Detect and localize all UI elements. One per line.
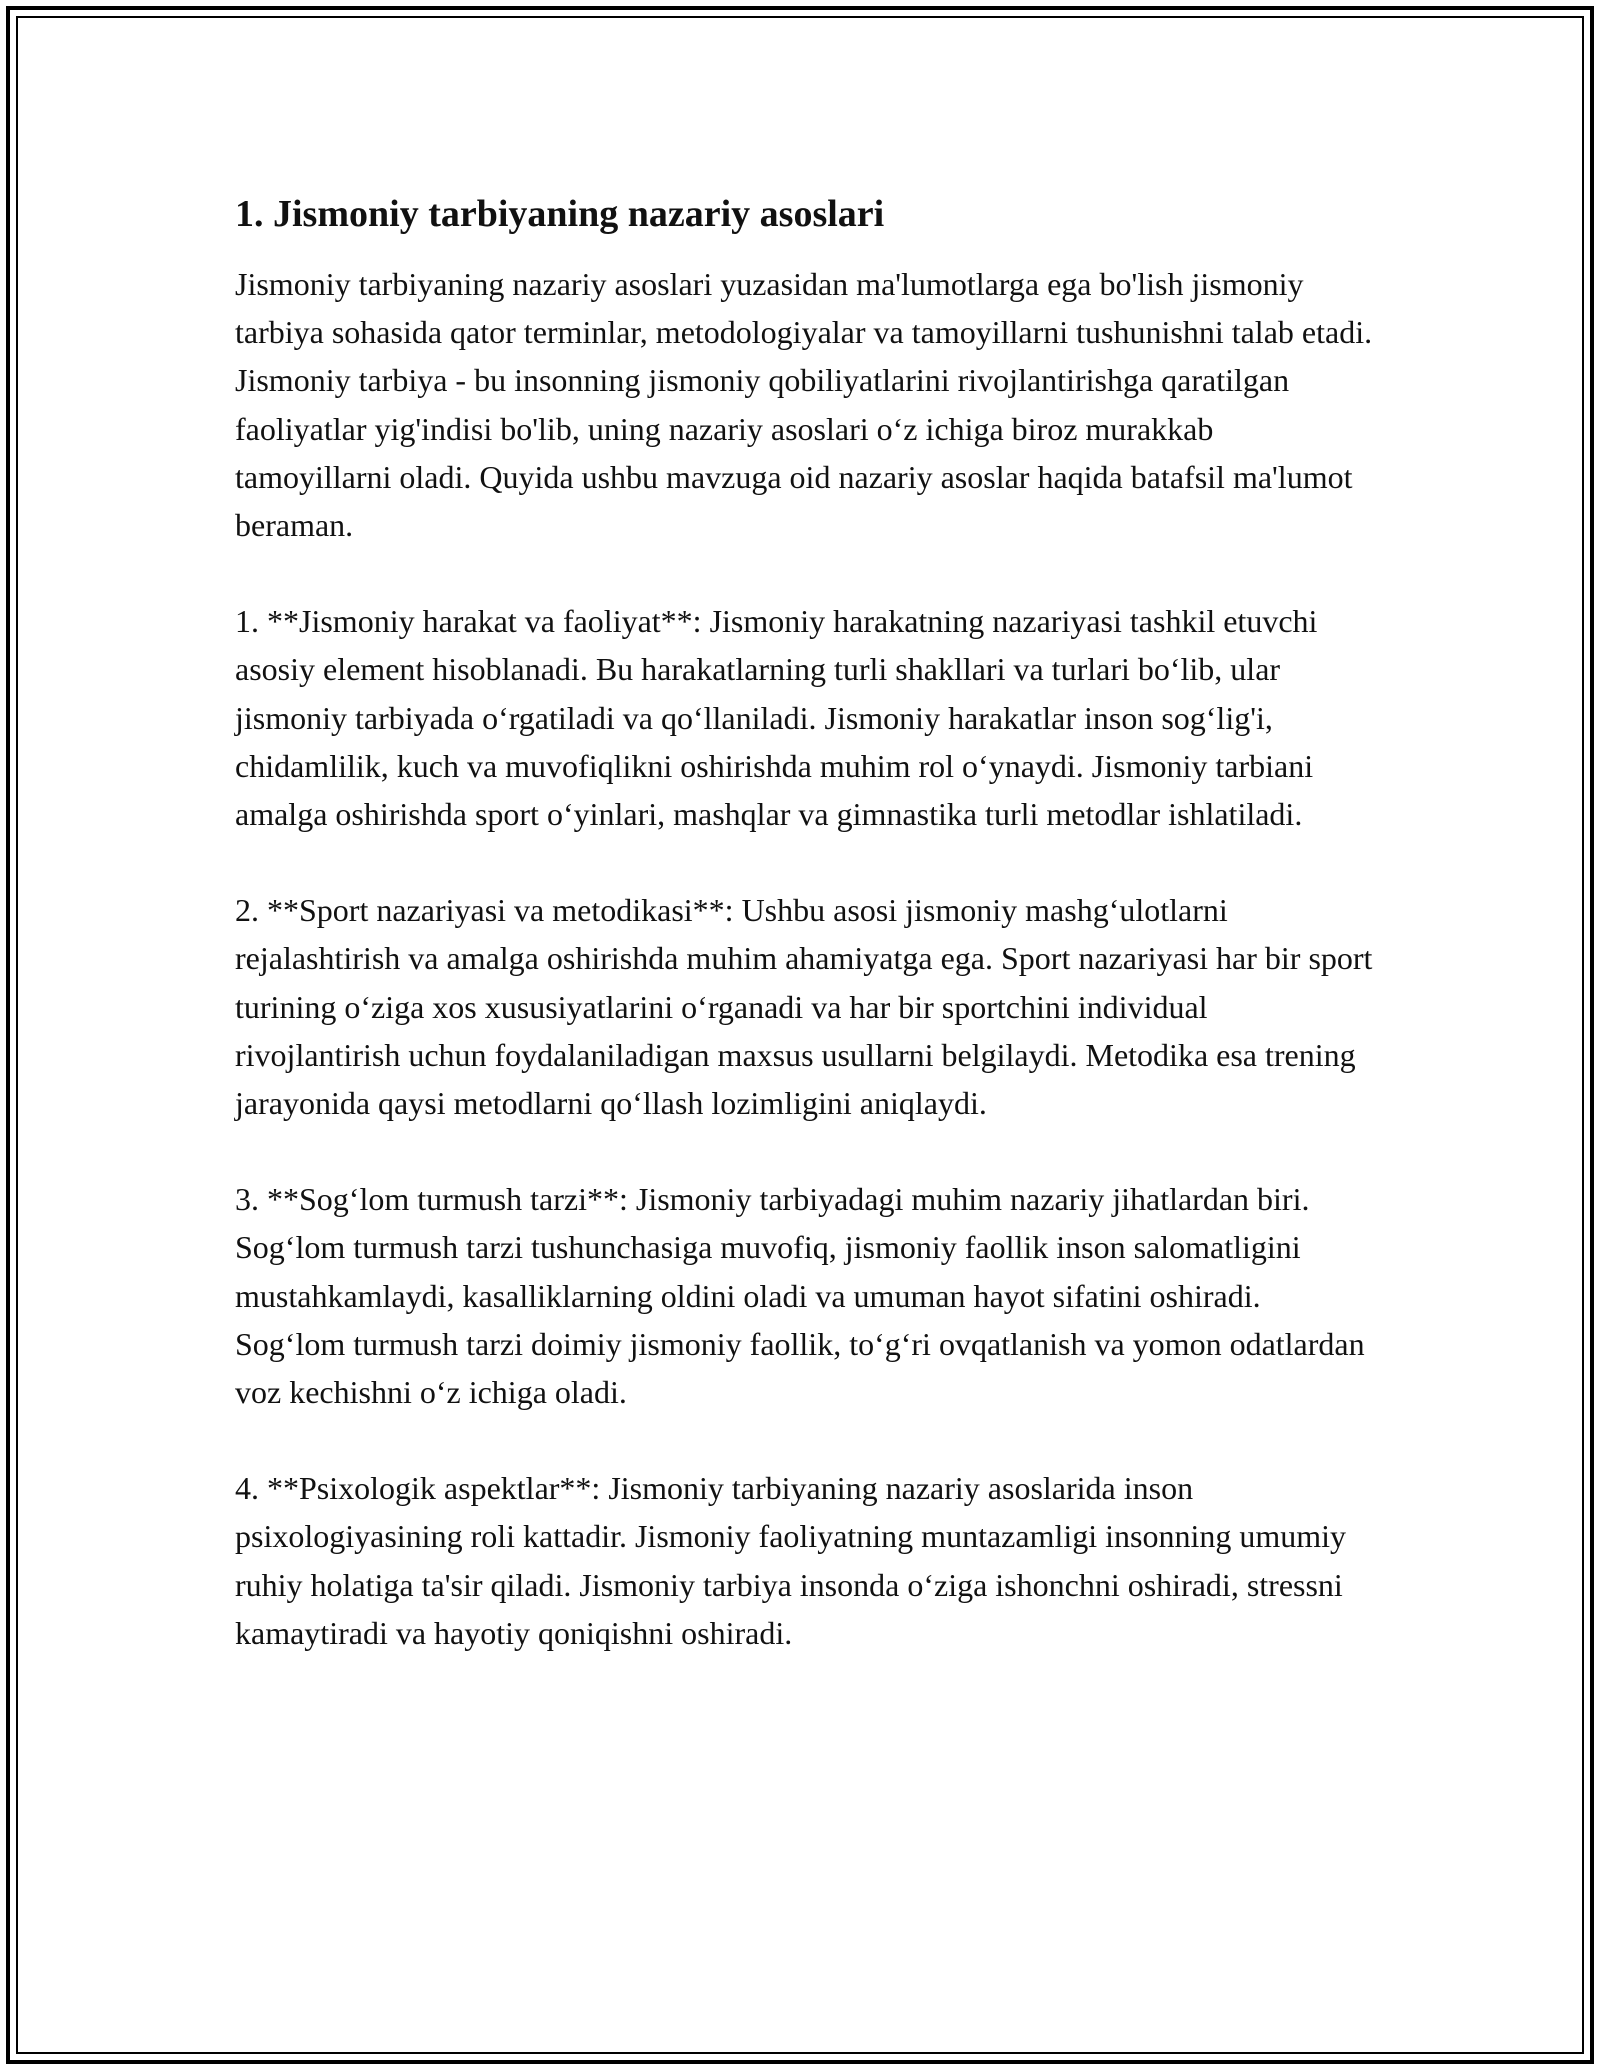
- paragraph-healthy-lifestyle: 3. **Sog‘lom turmush tarzi**: Jismoniy tarbiyadagi muhim nazariy jihatlardan biri. Sog‘lom turmush tarzi tushunchasiga muvofiq, jismoniy faollik inson salomatligini mustahkamlaydi, kasalliklarning oldini oladi va umuman hayot sifatini oshiradi. Sog‘lom turmush tarzi doimiy jismoniy faollik, to‘g‘ri ovqatlanish va yomon odatlardan voz kechishni o‘z ichiga oladi.: [235, 1181, 1365, 1411]
- paragraph-psychological-aspects: 4. **Psixologik aspektlar**: Jismoniy tarbiyaning nazariy asoslarida inson psixologiyasining roli kattadir. Jismoniy faoliyatning muntazamligi insonning umumiy ruhiy holatiga ta'sir qiladi. Jismoniy tarbiya insonda o‘ziga ishonchni oshiradi, stressni kamaytiradi va hayotiy qoniqishni oshiradi.: [235, 1470, 1347, 1651]
- section-title: 1. Jismoniy tarbiyaning nazariy asoslari: [235, 193, 885, 235]
- document-body: [235, 188, 1375, 1657]
- intro-paragraph: Jismoniy tarbiyaning nazariy asoslari yuzasidan ma'lumotlarga ega bo'lish jismoniy tarbiya sohasida qator terminlar, metodologiyalar va tamoyillarni tushunishni talab etadi. Jismoniy tarbiya - bu insonning jismoniy qobiliyatlarini rivojlantirishga qaratilgan faoliyatlar yig'indisi bo'lib, uning nazariy asoslari o‘z ichiga biroz murakkab tamoyillarni oladi. Quyida ushbu mavzuga oid nazariy asoslar haqida batafsil ma'lumot beraman.: [235, 266, 1373, 544]
- paragraph-physical-activity: 1. **Jismoniy harakat va faoliyat**: Jismoniy harakatning nazariyasi tashkil etuvchi asosiy element hisoblanadi. Bu harakatlarning turli shakllari va turlari bo‘lib, ular jismoniy tarbiyada o‘rgatiladi va qo‘llaniladi. Jismoniy harakatlar inson sog‘lig'i, chidamlilik, kuch va muvofiqlikni oshirishda muhim rol o‘ynaydi. Jismoniy tarbiani amalga oshirishda sport o‘yinlari, mashqlar va gimnastika turli metodlar ishlatiladi.: [235, 603, 1318, 833]
- paragraph-sport-theory: 2. **Sport nazariyasi va metodikasi**: Ushbu asosi jismoniy mashg‘ulotlarni rejalashtirish va amalga oshirishda muhim ahamiyatga ega. Sport nazariyasi har bir sport turining o‘ziga xos xususiyatlarini o‘rganadi va har bir sportchini individual rivojlantirish uchun foydalaniladigan maxsus usullarni belgilaydi. Metodika esa trening jarayonida qaysi metodlarni qo‘llash lozimligini aniqlaydi.: [235, 892, 1373, 1122]
